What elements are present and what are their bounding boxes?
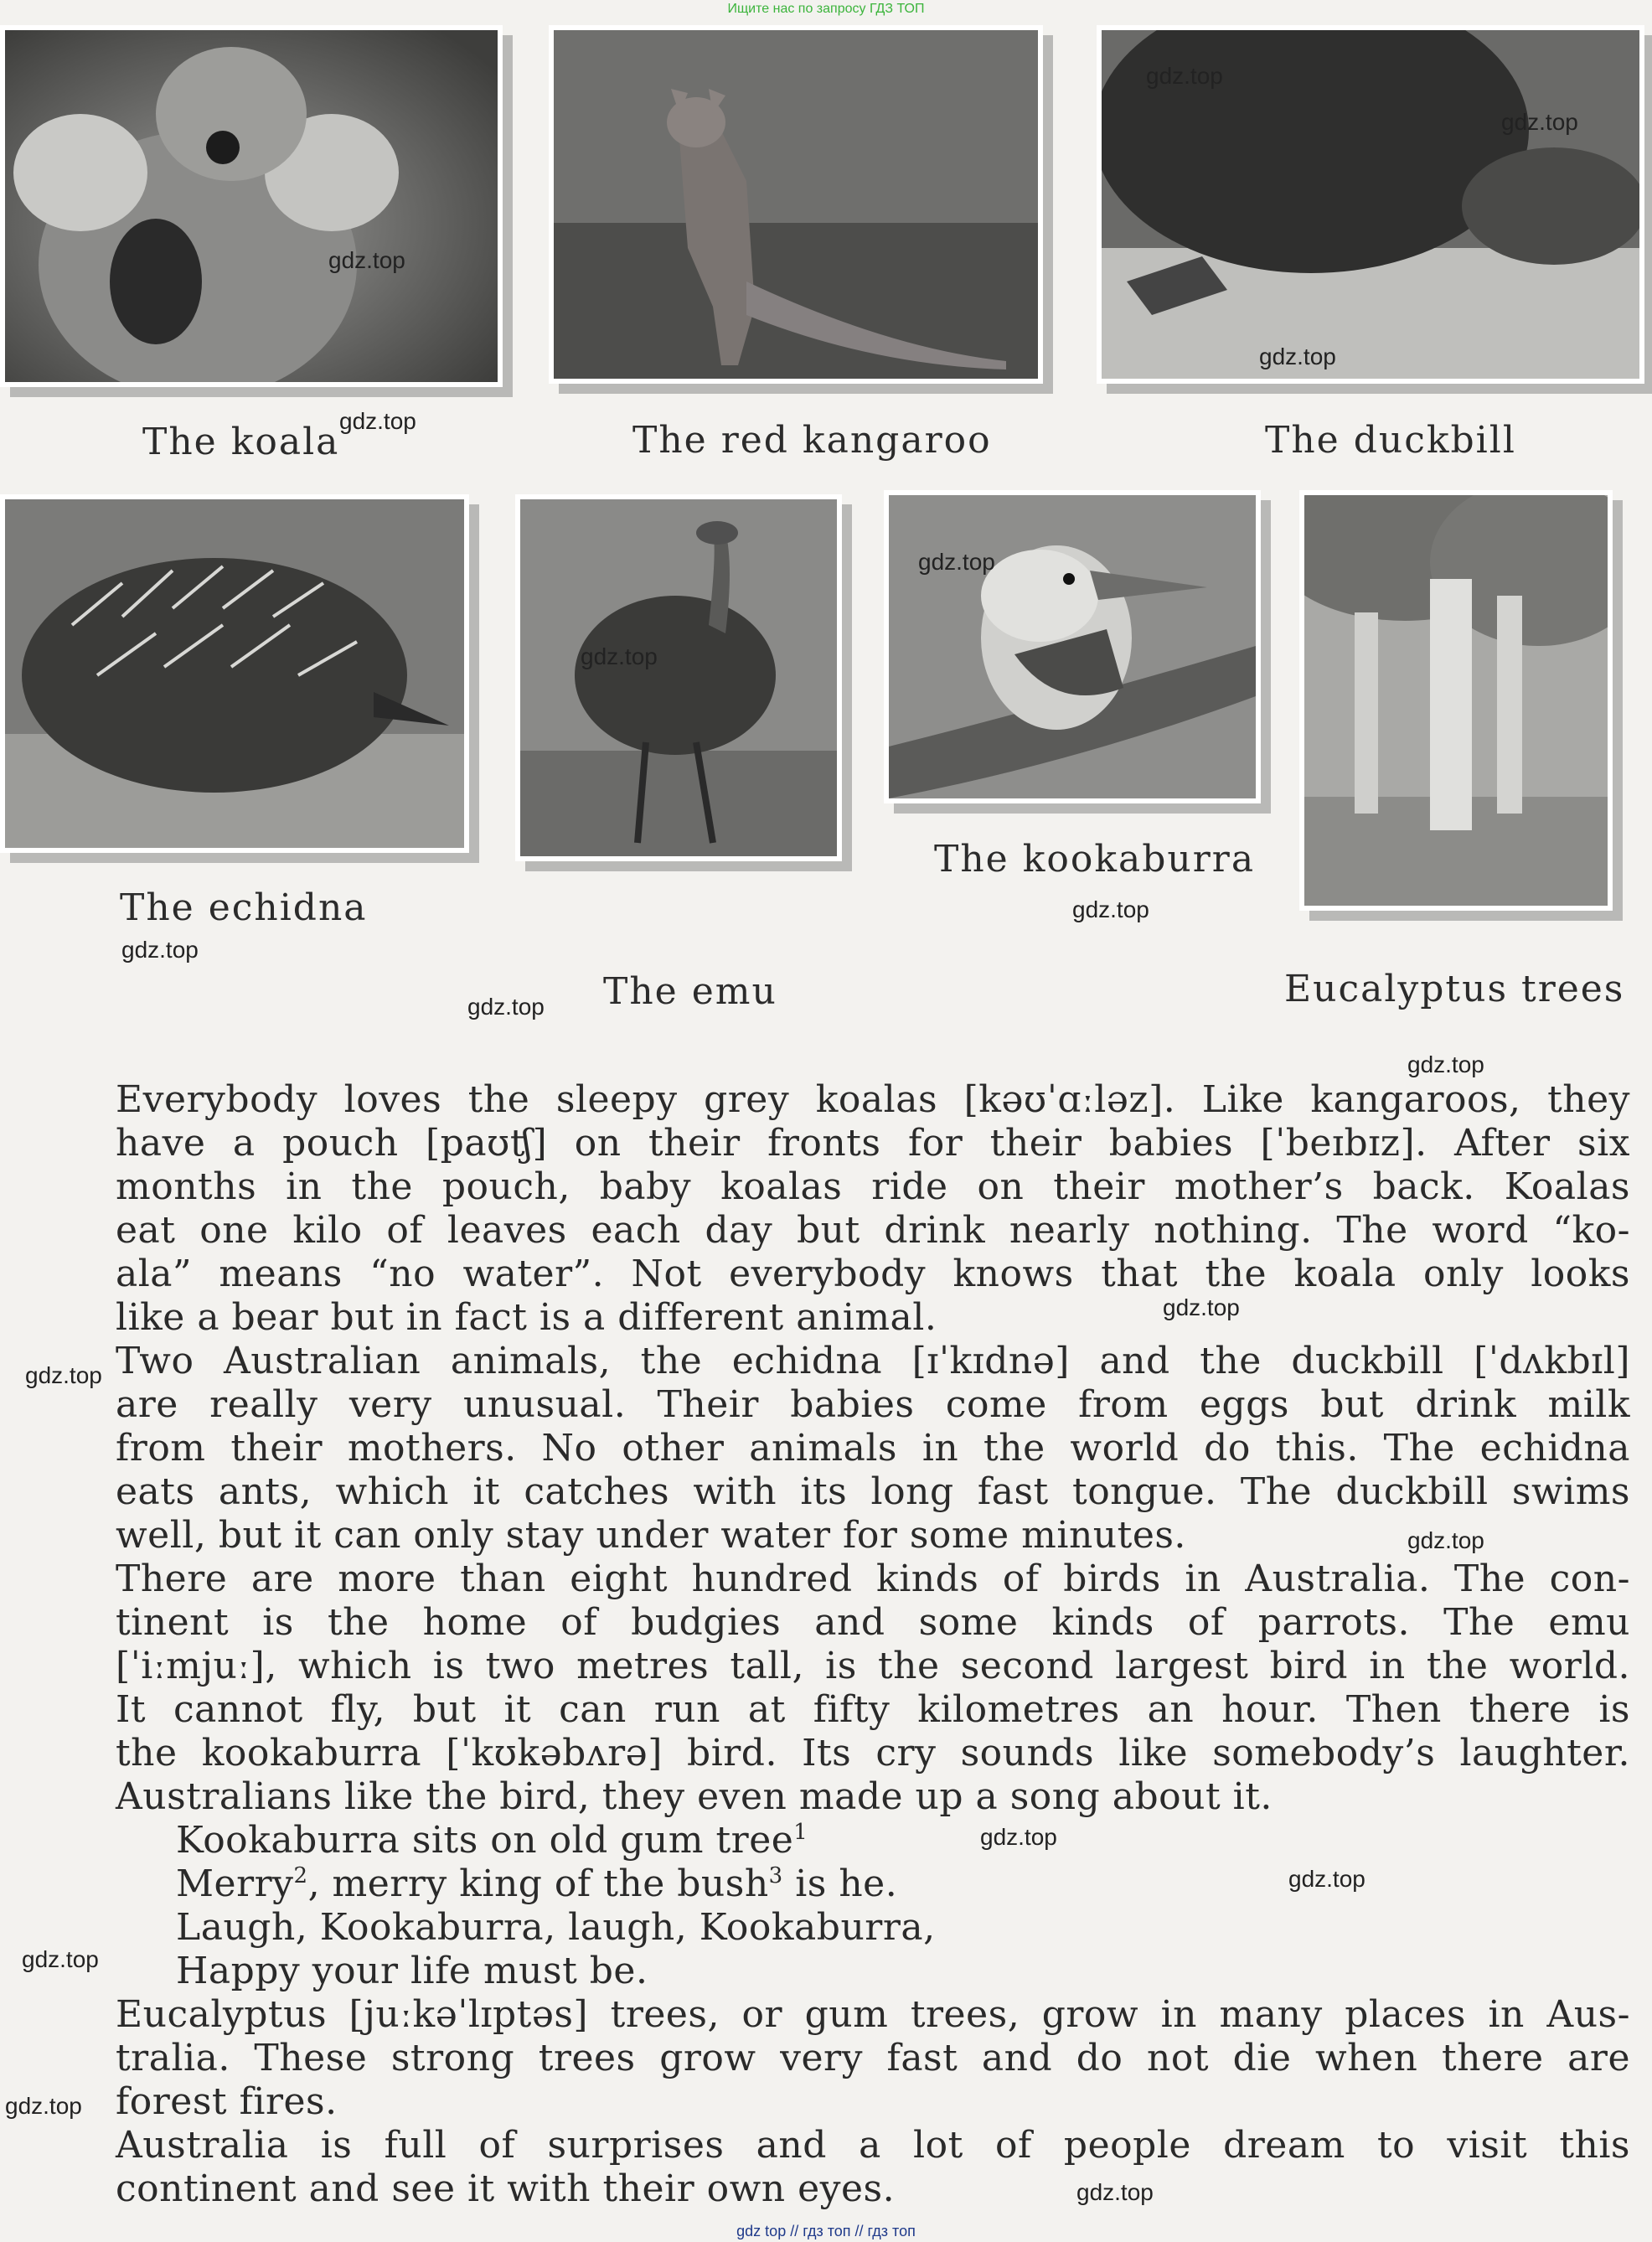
song-text: Kookaburra sits on old gum tree	[176, 1819, 794, 1862]
watermark: gdz.top	[339, 408, 416, 434]
footnote-marker: 1	[793, 1820, 808, 1845]
text-line: well, but it can only stay under water for some minutes.	[116, 1514, 1186, 1557]
caption-eucalyptus: Eucalyptus trees	[1284, 968, 1625, 1010]
eucalyptus-photo	[1299, 490, 1613, 911]
article-text	[116, 1078, 1630, 2211]
caption-kangaroo: The red kangaroo	[632, 419, 992, 462]
text-line: continent and see it with their own eyes.	[116, 2167, 896, 2210]
song-line: Happy your life must be.	[176, 1950, 648, 1992]
song-line: Laugh, Kookaburra, laugh, Kookaburra,	[176, 1906, 936, 1949]
text-line: It cannot fly, but it can run at fifty kilometres an hour. Then there is	[116, 1688, 1630, 1731]
text-line: forest fires.	[116, 2080, 338, 2123]
song-line	[176, 1819, 1630, 1862]
caption-kookaburra: The kookaburra	[934, 838, 1256, 881]
paragraph-birds	[116, 1558, 1630, 1819]
footer-links[interactable]: gdz top // гдз топ // гдз топ	[736, 2223, 916, 2239]
text-line: tinent is the home of budgies and some kinds of parrots. The emu	[116, 1601, 1630, 1644]
watermark: gdz.top	[1076, 2179, 1154, 2205]
watermark: gdz.top	[25, 1362, 102, 1388]
watermark: gdz.top	[1072, 896, 1149, 922]
kangaroo-photo	[549, 25, 1043, 384]
watermark: gdz.top	[1407, 1051, 1484, 1077]
paragraph-koalas	[116, 1078, 1630, 1340]
watermark: gdz.top	[581, 643, 658, 669]
kookaburra-photo	[884, 490, 1261, 803]
paragraph-surprises	[116, 2124, 1630, 2211]
text-line: There are more than eight hundred kinds of birds in Australia. The con-	[116, 1558, 1630, 1600]
paragraph-eucalyptus	[116, 1993, 1630, 2124]
watermark: gdz.top	[121, 937, 199, 963]
watermark: gdz.top	[918, 549, 995, 575]
caption-echidna: The echidna	[120, 886, 368, 929]
song-text: is he.	[782, 1862, 898, 1905]
text-line: have a pouch [paʊʧ] on their fronts for their babies [ˈbeɪbɪz]. After six	[116, 1122, 1630, 1165]
caption-koala: The koala	[142, 421, 340, 463]
watermark: gdz.top	[1146, 63, 1223, 89]
echidna-photo	[0, 494, 469, 853]
text-line: from their mothers. No other animals in the world do this. The echidna	[116, 1427, 1630, 1470]
watermark: gdz.top	[1407, 1527, 1484, 1553]
watermark: gdz.top	[1163, 1294, 1240, 1320]
search-hint[interactable]: Ищите нас по запросу ГДЗ ТОП	[727, 2, 925, 16]
song-text: Merry	[176, 1862, 294, 1905]
caption-duckbill: The duckbill	[1265, 419, 1516, 462]
caption-emu: The emu	[603, 970, 777, 1013]
text-line: Eucalyptus [juːkəˈlɪptəs] trees, or gum trees, grow in many places in Aus-	[116, 1993, 1630, 2036]
text-line: the kookaburra [ˈkʊkəbʌrə] bird. Its cry sounds like somebody’s laughter.	[116, 1732, 1630, 1774]
text-line: [ˈiːmjuː], which is two metres tall, is the second largest bird in the world.	[116, 1645, 1630, 1687]
paragraph-echidna-duckbill	[116, 1340, 1630, 1558]
text-line: Australians like the bird, they even made up a song about it.	[116, 1775, 1273, 1818]
koala-photo	[0, 25, 503, 387]
text-line: Everybody loves the sleepy grey koalas [kəʊˈɑːləz]. Like kangaroos, they	[116, 1078, 1630, 1121]
footer-bar	[0, 2220, 1652, 2242]
watermark: gdz.top	[467, 994, 545, 1020]
text-line: are really very unusual. Their babies come from eggs but drink milk	[116, 1383, 1630, 1426]
song-text: , merry king of the bush	[307, 1862, 769, 1905]
kookaburra-song	[116, 1819, 1630, 1993]
watermark: gdz.top	[22, 1946, 99, 1972]
text-line: Australia is full of surprises and a lot of people dream to visit this	[116, 2124, 1630, 2167]
text-line: ala” means “no water”. Not everybody knows that the koala only looks	[116, 1253, 1630, 1295]
watermark: gdz.top	[980, 1824, 1057, 1850]
song-line	[176, 1862, 1630, 1906]
text-line: tralia. These strong trees grow very fast and do not die when there are	[116, 2037, 1630, 2079]
top-banner	[0, 0, 1652, 20]
footnote-marker: 2	[293, 1863, 308, 1888]
text-line: eat one kilo of leaves each day but drink nearly nothing. The word “ko-	[116, 1209, 1630, 1252]
text-line: eats ants, which it catches with its long fast tongue. The duckbill swims	[116, 1470, 1630, 1513]
text-line: months in the pouch, baby koalas ride on their mother’s back. Koalas	[116, 1165, 1630, 1208]
emu-photo	[515, 494, 842, 861]
watermark: gdz.top	[1501, 109, 1578, 135]
footnote-marker: 3	[768, 1863, 783, 1888]
watermark: gdz.top	[1259, 344, 1336, 369]
text-line: Two Australian animals, the echidna [ɪˈkɪdnə] and the duckbill [ˈdʌkbɪl]	[116, 1340, 1630, 1382]
text-line: like a bear but in fact is a different animal.	[116, 1296, 937, 1339]
watermark: gdz.top	[328, 247, 405, 273]
watermark: gdz.top	[5, 2093, 82, 2119]
watermark: gdz.top	[1288, 1866, 1365, 1892]
